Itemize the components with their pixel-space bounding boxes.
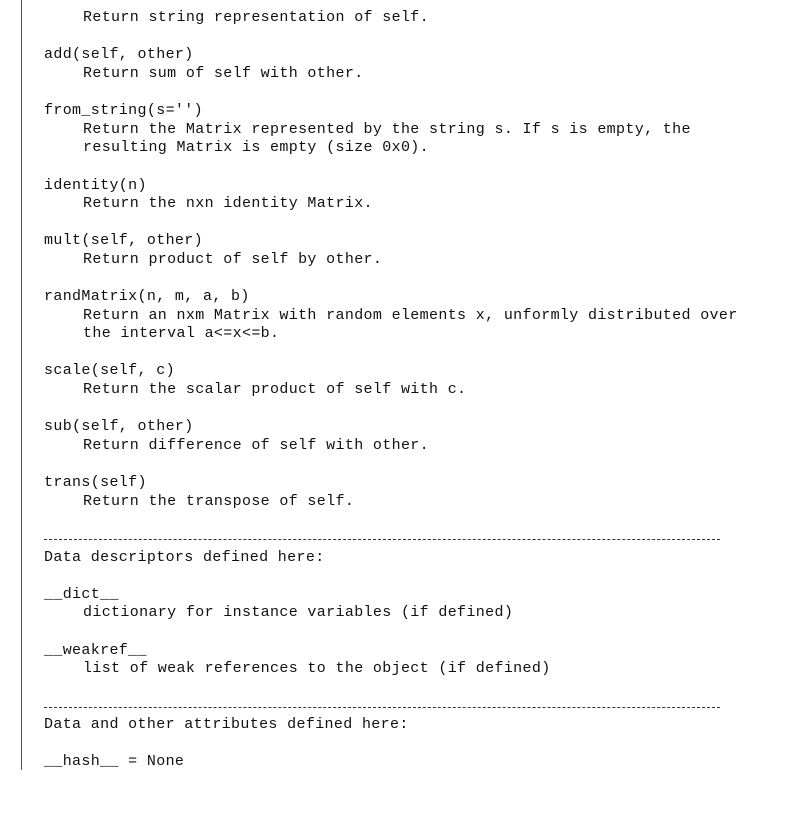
method-signature-add: add(self, other) <box>44 46 194 63</box>
method-description: Return the scalar product of self with c. <box>83 381 467 398</box>
descriptor-name-weakref: __weakref__ <box>44 642 147 659</box>
section-divider <box>44 539 720 540</box>
method-description: Return difference of self with other. <box>83 437 430 454</box>
method-signature-scale: scale(self, c) <box>44 362 175 379</box>
section-header-other-attributes: Data and other attributes defined here: <box>44 716 409 733</box>
method-description: Return the Matrix represented by the string s. If s is empty, the <box>83 121 691 138</box>
method-description: the interval a<=x<=b. <box>83 325 280 342</box>
method-signature-mult: mult(self, other) <box>44 232 203 249</box>
method-description: Return the transpose of self. <box>83 493 355 510</box>
descriptor-description: dictionary for instance variables (if defined) <box>83 604 514 621</box>
section-left-border <box>21 0 22 770</box>
attribute-value: = None <box>128 753 185 770</box>
descriptor-description: list of weak references to the object (if defined) <box>83 660 551 677</box>
section-header-data-descriptors: Data descriptors defined here: <box>44 549 325 566</box>
attribute-name: __hash__ <box>44 753 119 770</box>
method-description: resulting Matrix is empty (size 0x0). <box>83 139 430 156</box>
method-description: Return sum of self with other. <box>83 65 364 82</box>
method-signature-sub: sub(self, other) <box>44 418 194 435</box>
method-signature-identity: identity(n) <box>44 177 147 194</box>
method-signature-randmatrix: randMatrix(n, m, a, b) <box>44 288 250 305</box>
section-divider <box>44 707 720 708</box>
method-description: Return the nxn identity Matrix. <box>83 195 373 212</box>
attribute-row-hash <box>44 753 184 771</box>
method-signature-from-string: from_string(s='') <box>44 102 203 119</box>
descriptor-name-dict: __dict__ <box>44 586 119 603</box>
method-signature-trans: trans(self) <box>44 474 147 491</box>
method-description: Return an nxm Matrix with random elements x, unformly distributed over <box>83 307 738 324</box>
method-description: Return string representation of self. <box>83 9 430 26</box>
method-description: Return product of self by other. <box>83 251 383 268</box>
